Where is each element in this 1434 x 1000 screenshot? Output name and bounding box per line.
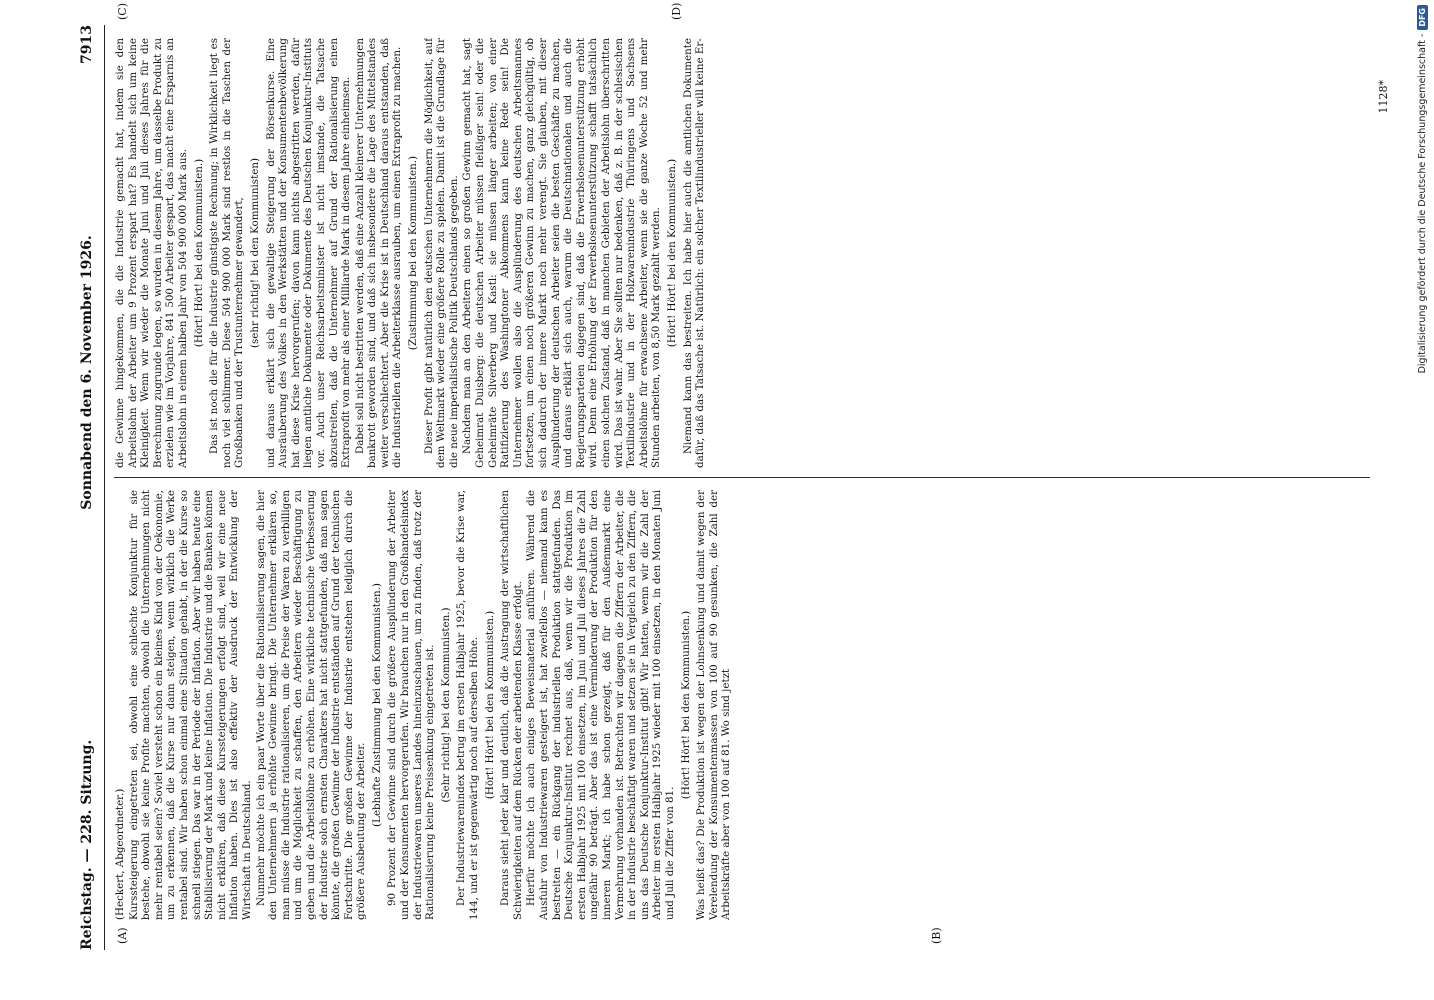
text-column-right — [114, 38, 1370, 468]
margin-letter-a: (A) — [116, 927, 129, 944]
dfg-attribution — [1412, 5, 1432, 995]
paragraph: Der Industriewarenindex betrug im ersten Halbjahr 1925, bevor die Krise war, 144, und er ist gegenwärtig noch auf derselben Höhe. — [455, 490, 481, 920]
paragraph: und daraus erklärt sich die gewaltige Steigerung der Börsenkurse. Eine Ausräuberung des Volkes in den Werkstätten und der Konsumentenbevölkerung hat diese Krise hervorgerufen; davon kann nichts abgestritten werden, dafür liegen amtliche Dokumente oder Dokumente des Deutschen Konjunktur-Instituts vor. Auch unser Reichsarbeitsminister ist nicht imstande, die Tatsache abzustreiten, daß die Unternehmer auf Grund der Rationalisierung einen Extraprofit von mehr als einer Milliarde Mark in diesem Jahre einheimsen. — [264, 38, 353, 468]
interjection: (Sehr richtig! bei den Kommunisten.) — [439, 607, 452, 803]
paragraph: (Heckert, Abgeordneter.) — [114, 788, 126, 920]
paragraph: Daraus sieht jeder klar und deutlich, daß die Austragung der wirtschaftlichen Schwierigkeiten auf dem Rücken der arbeitenden Klasse erfolgt. — [499, 490, 524, 920]
paragraph: Dieser Profit gibt natürlich den deutschen Unternehmern die Möglichkeit, auf dem Weltmarkt wieder eine größere Rolle zu spielen. Damit ist die Grundlage für die neue imperialistische Politik Deutschlands gegeben. — [422, 38, 460, 468]
text-column-left — [114, 490, 1370, 920]
rotated-page — [70, 2, 1390, 950]
interjection: (sehr richtig! bei den Kommunisten) — [248, 158, 261, 348]
interjection: (Hört! Hört! bei den Kommunisten.) — [679, 610, 692, 800]
paragraph: die Gewinne hingekommen, die die Industrie gemacht hat, indem sie den Arbeitslohn der Arbeiter um 9 Prozent erspart hat? Es handelt sich um keine Kleinigkeit. Wenn wir wieder die Monate Juni und Juli dieses Jahres für die Berechnung zugrunde legen, so wurden in diesem Jahre, um dasselbe Produkt zu erzielen wie im Vorjahre, 841 500 Arbeiter gespart, das macht eine Ersparnis an Arbeitslohn in einem halben Jahr von 504 900 000 Mark aus. — [114, 38, 189, 468]
paragraph: Kurssteigerung eingetreten sei, obwohl eine schlechte Konjunktur für sie bestehe, obwohl sie keine Profite machten, obwohl die Unternehmungen nicht mehr rentabel seien? Soviel versteht schon ein kleines Kind von der Oekonomie, um zu erkennen, daß die Kurse nur dann steigen, wenn wirklich die Werke rentabel sind. Wir haben schon einmal eine Situation gehabt, in der die Kurse so schnell stiegen. Das war in der Periode der Inflation. Aber wir haben heute eine Stabilisierung der Mark und keine Inflation. Die Industrie und die Banken können nicht erklären, daß diese Kurssteigerungen erfolgt sind, weil wir eine neue Inflation haben. Dies ist also effektiv der Ausdruck der Entwicklung der Wirtschaft in Deutschland. — [127, 490, 253, 920]
paragraph: Nachdem man an den Arbeitern einen so großen Gewinn gemacht hat, sagt Geheimrat Duisberg: die deutschen Arbeiter müssen fleißiger sein! oder die Geheimräte Silverberg und Kastl: sie müssen länger arbeiten; von einer Ratifizierung des Washingtoner Abkommens kann keine Rede sein! Die Unternehmer wollen also die Ausplünderung des deutschen Arbeitsmannes fortsetzen, um einen noch größeren Gewinn zu machen, ganz gleichgültig, ob sich dadurch der innere Markt noch mehr verengt. Sie glauben, mit dieser Ausplünderung der deutschen Arbeiter seien die besten Geschäfte zu machen, und daraus erklärt sich auch, warum die Deutschnationalen und auch die Regierungsparteien dagegen sind, daß die Erwerbslosenunterstützung erhöht wird. Denn eine Erhöhung der Erwerbslosenunterstützung schafft tatsächlich einen solchen Zustand, daß in manchen Gebieten der Arbeitslohn überschritten wird. Das ist wahr. Aber Sie sollten nur bedenken, daß z. B. in der schlesischen Textilindustrie und in der Holzwarenindustrie Thüringens und Sachsens Arbeitslöhne für erwachsene Arbeiter, wenn sie die ganze Woche 52 und mehr Stunden arbeiten, von 8,50 Mark gezahlt werden. — [461, 38, 663, 468]
interjection: (Lebhafte Zustimmung bei den Kommunisten.) — [370, 583, 383, 827]
margin-letter-c: (C) — [116, 3, 129, 20]
header-page-number: 7913 — [79, 25, 95, 64]
paragraph: Dabei soll nicht bestritten werden, daß eine Anzahl kleinerer Unternehmungen bankrott geworden sind, und daß sich insbesondere die Lage des Mittelstandes weiter verschlechtert. Aber die Krise ist in Deutschland daraus entstanden, daß die Industriellen die Arbeiterklasse ausrauben, um einen Extraprofit zu machen. — [353, 38, 404, 468]
page-header — [70, 25, 105, 950]
interjection: (Hört! Hört! bei den Kommunisten.) — [665, 158, 678, 348]
interjection: (Zustimmung bei den Kommunisten.) — [407, 155, 420, 351]
paragraph: Nunmehr möchte ich ein paar Worte über die Rationalisierung sagen, die hier den Unternehmern ja erhöhte Gewinne bringt. Die Unternehmer erklären so, man müsse die Industrie rationalisieren, um die Preise der Waren zu verbilligen und um die Möglichkeit zu schaffen, den Arbeitern wieder Beschäftigung zu geben und die Arbeitslöhne zu erhöhen. Eine wirkliche technische Verbesserung der Industrie solch ernsten Charakters hat nicht stattgefunden, daß man sagen könnte, die großen Gewinne der Industrie entständen auf Grund der technischen Fortschritte. Die großen Gewinne der Industrie entstehen lediglich durch die größere Ausbeutung der Arbeiter. — [254, 490, 368, 920]
interjection: (Hört! Hört! bei den Kommunisten.) — [192, 158, 205, 348]
paragraph: Was heißt das? Die Produktion ist wegen der Lohnsenkung und damit wegen der Verelendung der Konsumentenmassen von 100 auf 90 gesunken, die Zahl der Arbeitskräfte aber von 100 auf 81. Wo sind jetzt — [695, 490, 733, 920]
paragraph: Niemand kann das bestreiten. Ich habe hier auch die amtlichen Dokumente dafür, daß das Tatsache ist. Natürlich: ein solcher Textilindustrieller will keine Er- — [681, 38, 707, 468]
interjection: (Hört! Hört! bei den Kommunisten.) — [483, 610, 496, 800]
paragraph: Das ist noch die für die Industrie günstigste Rechnung; in Wirklichkeit liegt es noch viel schlimmer. Diese 504 900 000 Mark sind restlos in die Taschen der Großbanken und der Trustunternehmer gewandert, — [208, 38, 246, 468]
margin-letter-b: (B) — [930, 927, 943, 944]
column-divider — [114, 477, 1370, 478]
paragraph: 90 Prozent der Gewinne sind durch die größere Ausplünderung der Arbeiter und der Konsumenten hervorgerufen. Wir brauchen nur in den Großhandelsindex der Industriewaren unseres Landes hineinzuschauen, um zu finden, daß trotz der Rationalisierung keine Preissenkung eingetreten ist. — [386, 490, 437, 920]
header-left: Reichstag. — 228. Sitzung. — [79, 739, 95, 950]
paragraph: Hierfür möchte ich auch einiges Beweismaterial anführen. Während die Ausfuhr von Industriewaren gesteigert ist, hat zweifellos — niemand kann es bestreiten — ein Rückgang der industriellen Produktion stattgefunden. Das Deutsche Konjunktur-Institut rechnet aus, daß, wenn wir die Produktion im ersten Halbjahr 1925 mit 100 einsetzen, im Juni und Juli dieses Jahres die Zahl ungefähr 90 beträgt. Aber das ist eine Verminderung der Produktion für den inneren Markt; ich habe schon gezeigt, daß für den Außenmarkt eine Vermehrung vorhanden ist. Betrachten wir dagegen die Ziffern der Arbeiter, die in der Industrie beschäftigt waren und setzen sie in Vergleich zu den Ziffern, die uns das Deutsche Konjunktur-Institut gibt! Wir hatten, wenn wir die Zahl der Arbeiter im ersten Halbjahr 1925 wieder mit 100 einsetzen, in den Monaten Juni und Juli die Ziffer von 81. — [525, 490, 676, 920]
margin-letter-d: (D) — [670, 2, 683, 20]
dfg-logo: DFG — [1417, 5, 1428, 30]
header-date: Sonnabend den 6. November 1926. — [79, 235, 95, 510]
dfg-text: Digitalisierung gefördert durch die Deutsche Forschungsgemeinschaft - — [1416, 33, 1428, 374]
signature-mark: 1128* — [1377, 80, 1390, 114]
